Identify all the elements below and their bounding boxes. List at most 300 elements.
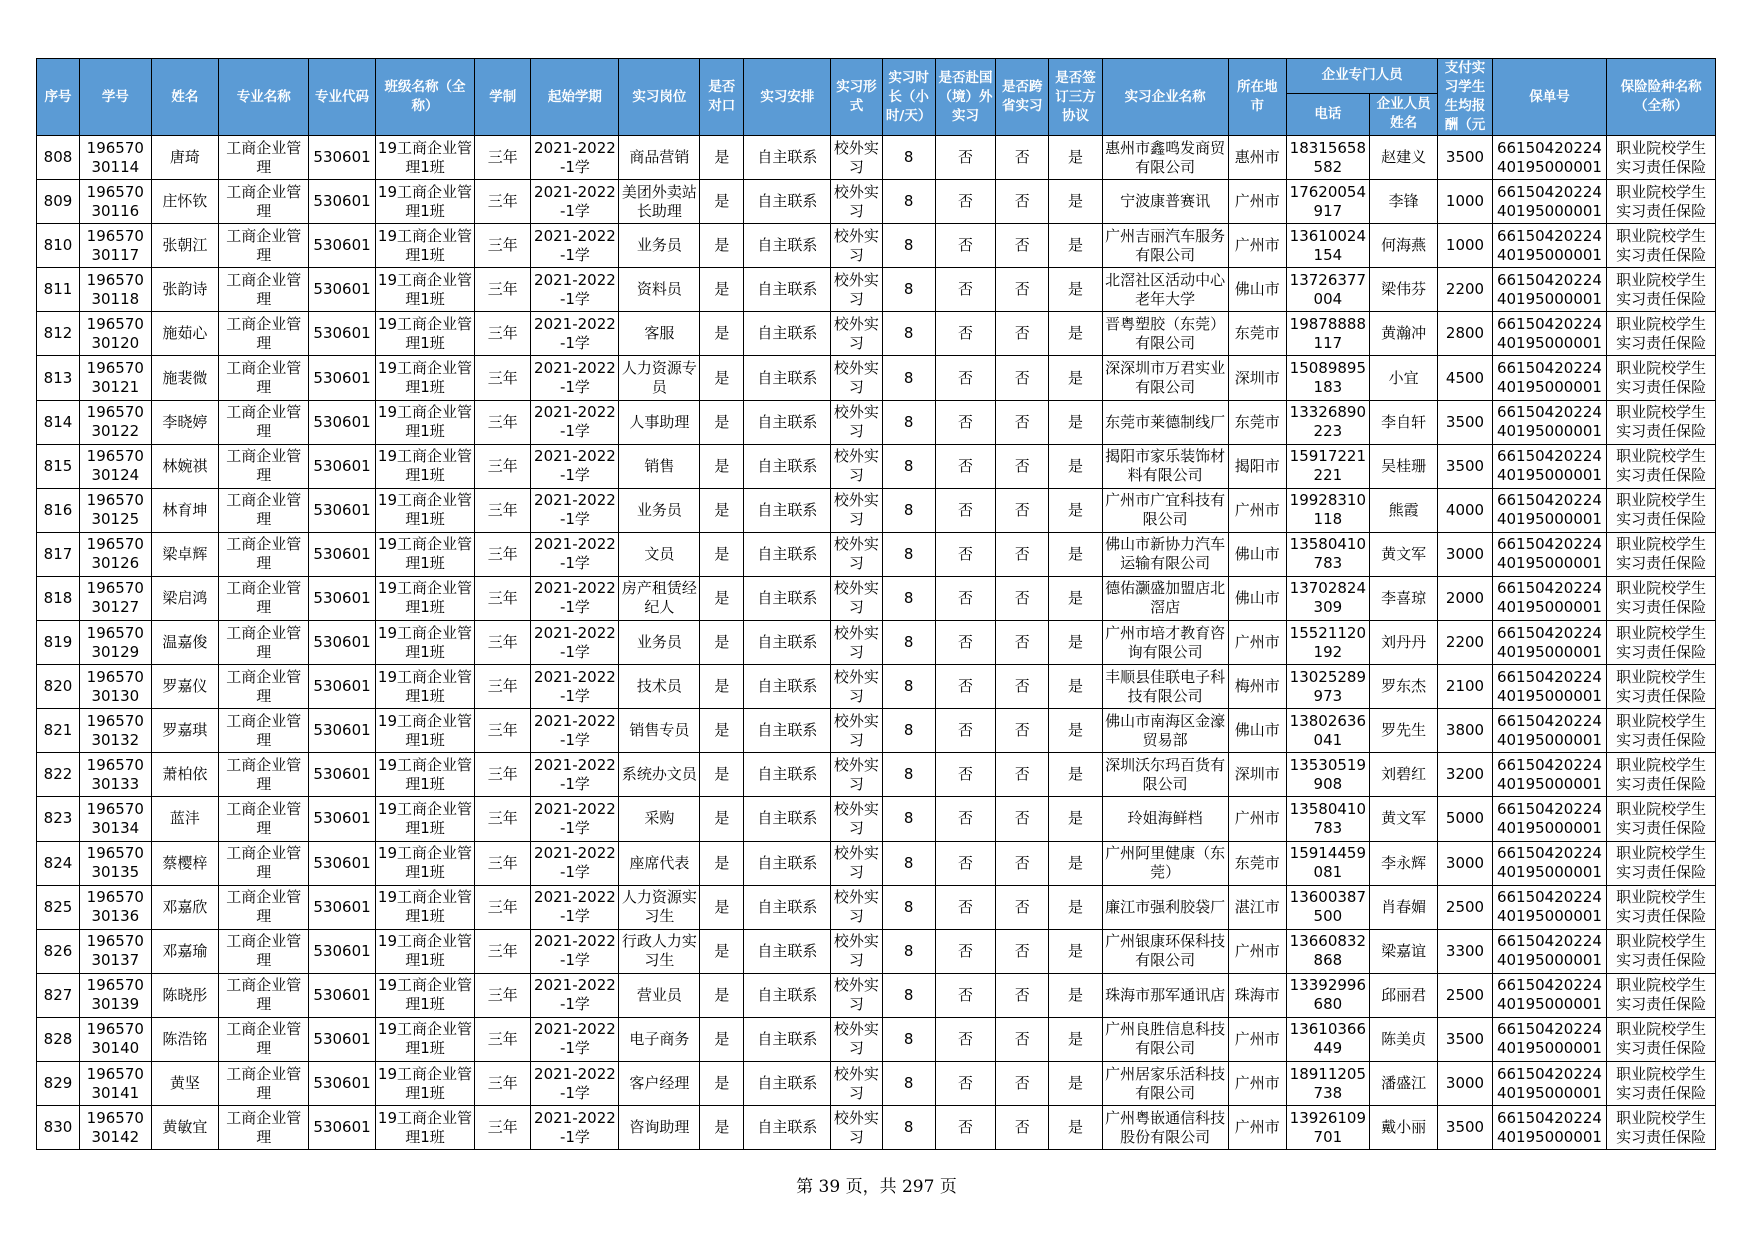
cell-term (531, 1106, 619, 1150)
cell-policy (1492, 1061, 1607, 1105)
cell-form (831, 753, 882, 797)
cell-arr (744, 753, 831, 797)
cell-seq (37, 1061, 80, 1105)
cell-text-pay: 3300 (1445, 941, 1485, 960)
cell-text-name: 林婉祺 (162, 456, 208, 475)
cell-sid (79, 709, 151, 753)
cell-text-cross: 否 (1014, 897, 1030, 916)
cell-text-pos: 行政人力实习生 (621, 932, 697, 970)
cell-text-hours: 8 (903, 236, 914, 255)
cell-contact (1369, 1061, 1438, 1105)
cell-sid (79, 885, 151, 929)
cell-text-contact: 吴桂珊 (1381, 456, 1427, 475)
cell-name (151, 400, 219, 444)
header-phone: 电话 (1286, 93, 1369, 135)
cell-text-term: 2021-2022-1学 (534, 1064, 616, 1102)
cell-text-sid: 19657030117 (86, 226, 144, 264)
cell-text-phone: 15089895183 (1289, 359, 1367, 397)
cell-term (531, 224, 619, 268)
cell-policy (1492, 180, 1607, 224)
cell-text-major: 工商企业管理 (226, 182, 302, 220)
cell-text-contact: 何海燕 (1381, 236, 1427, 255)
cell-text-sid: 19657030141 (86, 1064, 144, 1102)
cell-pay (1438, 797, 1492, 841)
cell-text-code: 530601 (313, 1074, 371, 1093)
cell-sid (79, 1106, 151, 1150)
cell-code (309, 1106, 376, 1150)
cell-text-major: 工商企业管理 (226, 226, 302, 264)
cell-text-company: 深深圳市万君实业有限公司 (1105, 359, 1226, 397)
cell-text-policy: 6615042022440195000001 (1496, 314, 1602, 352)
cell-text-contact: 刘丹丹 (1381, 633, 1427, 652)
cell-text-dur: 三年 (487, 324, 518, 343)
cell-text-name: 罗嘉仪 (162, 677, 208, 696)
cell-text-arr: 自主联系 (757, 368, 818, 387)
cell-text-form: 校外实习 (833, 182, 879, 220)
cell-name (151, 665, 219, 709)
cell-text-code: 530601 (313, 192, 371, 211)
cell-hours (882, 665, 935, 709)
cell-text-sid: 19657030122 (86, 403, 144, 441)
cell-tri (1049, 356, 1102, 400)
cell-text-sid: 19657030129 (86, 623, 144, 661)
header-major-code: 专业代码 (309, 59, 376, 136)
cell-text-seq: 819 (43, 633, 73, 652)
cell-match (700, 709, 744, 753)
cell-cross (996, 973, 1049, 1017)
cell-text-seq: 826 (43, 941, 73, 960)
cell-contact (1369, 400, 1438, 444)
cell-policy (1492, 709, 1607, 753)
cell-cross (996, 621, 1049, 665)
cell-contact (1369, 1017, 1438, 1061)
cell-text-arr: 自主联系 (757, 148, 818, 167)
cell-major (219, 356, 309, 400)
cell-text-cls: 19工商企业管理1班 (377, 799, 472, 837)
header-position: 实习岗位 (619, 59, 700, 136)
cell-text-company: 深圳沃尔玛百货有限公司 (1105, 755, 1226, 793)
cell-dur (475, 312, 531, 356)
cell-text-pay: 2000 (1445, 588, 1485, 607)
cell-cross (996, 1106, 1049, 1150)
cell-pos (619, 1106, 700, 1150)
cell-text-company: 晋粤塑胶（东莞）有限公司 (1105, 314, 1226, 352)
cell-seq (37, 973, 80, 1017)
cell-text-name: 黄坚 (169, 1074, 200, 1093)
cell-text-ins: 职业院校学生实习责任保险 (1616, 491, 1707, 529)
cell-form (831, 1106, 882, 1150)
cell-text-hours: 8 (903, 721, 914, 740)
cell-policy (1492, 797, 1607, 841)
cell-policy (1492, 753, 1607, 797)
cell-dur (475, 268, 531, 312)
cell-text-form: 校外实习 (833, 755, 879, 793)
header-cross-province: 是否跨省实习 (996, 59, 1049, 136)
cell-term (531, 753, 619, 797)
cell-text-cls: 19工商企业管理1班 (377, 535, 472, 573)
cell-cls (375, 797, 474, 841)
cell-policy (1492, 1106, 1607, 1150)
header-city: 所在地市 (1228, 59, 1286, 136)
cell-text-dur: 三年 (487, 853, 518, 872)
cell-dur (475, 885, 531, 929)
cell-tri (1049, 136, 1102, 180)
cell-text-abroad: 否 (957, 897, 973, 916)
cell-dur (475, 841, 531, 885)
cell-dur (475, 797, 531, 841)
cell-seq (37, 180, 80, 224)
cell-text-phone: 13660832868 (1289, 932, 1367, 970)
cell-text-pay: 3200 (1445, 765, 1485, 784)
cell-text-company: 广州银康环保科技有限公司 (1105, 932, 1226, 970)
cell-text-form: 校外实习 (833, 1064, 879, 1102)
cell-code (309, 312, 376, 356)
cell-text-name: 施茹心 (162, 324, 208, 343)
cell-name (151, 356, 219, 400)
header-matched: 是否对口 (700, 59, 744, 136)
cell-contact (1369, 488, 1438, 532)
cell-pos (619, 268, 700, 312)
cell-text-major: 工商企业管理 (226, 799, 302, 837)
cell-text-ins: 职业院校学生实习责任保险 (1616, 138, 1707, 176)
cell-text-major: 工商企业管理 (226, 1108, 302, 1146)
cell-term (531, 400, 619, 444)
cell-text-policy: 6615042022440195000001 (1496, 932, 1602, 970)
cell-abroad (935, 356, 995, 400)
cell-text-form: 校外实习 (833, 888, 879, 926)
cell-major (219, 797, 309, 841)
cell-text-cls: 19工商企业管理1班 (377, 844, 472, 882)
cell-text-code: 530601 (313, 721, 371, 740)
cell-text-sid: 19657030114 (86, 138, 144, 176)
cell-cross (996, 312, 1049, 356)
cell-term (531, 841, 619, 885)
cell-major (219, 488, 309, 532)
cell-form (831, 1017, 882, 1061)
cell-city (1228, 753, 1286, 797)
cell-text-contact: 肖春媚 (1381, 897, 1427, 916)
cell-text-pos: 采购 (644, 809, 675, 828)
cell-term (531, 709, 619, 753)
cell-text-city: 广州市 (1234, 1118, 1280, 1137)
cell-contact (1369, 1106, 1438, 1150)
cell-term (531, 797, 619, 841)
cell-sid (79, 753, 151, 797)
cell-text-arr: 自主联系 (757, 1118, 818, 1137)
cell-tri (1049, 224, 1102, 268)
cell-pos (619, 224, 700, 268)
cell-pay (1438, 709, 1492, 753)
cell-text-form: 校外实习 (833, 138, 879, 176)
cell-text-term: 2021-2022-1学 (534, 1020, 616, 1058)
cell-name (151, 576, 219, 620)
cell-phone (1286, 268, 1369, 312)
cell-text-cross: 否 (1014, 677, 1030, 696)
cell-text-seq: 824 (43, 853, 73, 872)
cell-text-term: 2021-2022-1学 (534, 755, 616, 793)
cell-text-dur: 三年 (487, 1074, 518, 1093)
cell-contact (1369, 356, 1438, 400)
cell-match (700, 665, 744, 709)
cell-match (700, 488, 744, 532)
cell-company (1102, 929, 1228, 973)
cell-form (831, 621, 882, 665)
cell-phone (1286, 356, 1369, 400)
cell-city (1228, 180, 1286, 224)
cell-name (151, 444, 219, 488)
cell-text-major: 工商企业管理 (226, 535, 302, 573)
cell-pay (1438, 532, 1492, 576)
cell-text-form: 校外实习 (833, 932, 879, 970)
cell-abroad (935, 576, 995, 620)
cell-text-abroad: 否 (957, 148, 973, 167)
cell-ins (1607, 885, 1716, 929)
table-row (37, 797, 1716, 841)
cell-contact (1369, 268, 1438, 312)
cell-text-major: 工商企业管理 (226, 623, 302, 661)
cell-text-policy: 6615042022440195000001 (1496, 844, 1602, 882)
cell-contact (1369, 797, 1438, 841)
cell-text-sid: 19657030137 (86, 932, 144, 970)
cell-tri (1049, 180, 1102, 224)
cell-text-cross: 否 (1014, 544, 1030, 563)
cell-text-city: 佛山市 (1234, 588, 1280, 607)
cell-text-arr: 自主联系 (757, 324, 818, 343)
cell-text-seq: 830 (43, 1118, 73, 1137)
cell-text-match: 是 (714, 677, 730, 696)
cell-city (1228, 621, 1286, 665)
cell-tri (1049, 532, 1102, 576)
cell-text-match: 是 (714, 500, 730, 519)
cell-text-name: 林育坤 (162, 500, 208, 519)
cell-text-seq: 829 (43, 1074, 73, 1093)
cell-text-phone: 13392996680 (1289, 976, 1367, 1014)
cell-text-seq: 809 (43, 192, 73, 211)
cell-text-policy: 6615042022440195000001 (1496, 623, 1602, 661)
cell-text-policy: 6615042022440195000001 (1496, 1020, 1602, 1058)
cell-pos (619, 312, 700, 356)
cell-text-sid: 19657030132 (86, 711, 144, 749)
cell-text-sid: 19657030133 (86, 755, 144, 793)
cell-pos (619, 180, 700, 224)
cell-text-contact: 李喜琼 (1381, 588, 1427, 607)
cell-text-code: 530601 (313, 941, 371, 960)
cell-company (1102, 973, 1228, 1017)
cell-text-ins: 职业院校学生实习责任保险 (1616, 755, 1707, 793)
cell-match (700, 136, 744, 180)
cell-arr (744, 1061, 831, 1105)
cell-text-cls: 19工商企业管理1班 (377, 226, 472, 264)
cell-text-dur: 三年 (487, 721, 518, 740)
cell-form (831, 180, 882, 224)
cell-text-major: 工商企业管理 (226, 844, 302, 882)
cell-text-name: 张韵诗 (162, 280, 208, 299)
cell-contact (1369, 841, 1438, 885)
cell-cls (375, 1017, 474, 1061)
cell-text-dur: 三年 (487, 368, 518, 387)
cell-text-abroad: 否 (957, 500, 973, 519)
table-row (37, 312, 1716, 356)
cell-text-arr: 自主联系 (757, 985, 818, 1004)
cell-company (1102, 665, 1228, 709)
cell-text-dur: 三年 (487, 500, 518, 519)
cell-dur (475, 621, 531, 665)
cell-text-pos: 业务员 (636, 500, 682, 519)
cell-text-tri: 是 (1068, 941, 1084, 960)
cell-text-match: 是 (714, 941, 730, 960)
cell-text-dur: 三年 (487, 765, 518, 784)
cell-term (531, 973, 619, 1017)
cell-major (219, 532, 309, 576)
cell-text-city: 梅州市 (1234, 677, 1280, 696)
cell-text-city: 广州市 (1234, 633, 1280, 652)
cell-text-abroad: 否 (957, 412, 973, 431)
cell-text-term: 2021-2022-1学 (534, 447, 616, 485)
cell-text-phone: 13600387500 (1289, 888, 1367, 926)
cell-cross (996, 444, 1049, 488)
cell-text-hours: 8 (903, 897, 914, 916)
cell-text-pay: 2500 (1445, 985, 1485, 1004)
cell-text-phone: 13326890223 (1289, 403, 1367, 441)
cell-seq (37, 665, 80, 709)
cell-text-term: 2021-2022-1学 (534, 711, 616, 749)
cell-text-name: 陈晓彤 (162, 985, 208, 1004)
cell-text-tri: 是 (1068, 765, 1084, 784)
cell-text-ins: 职业院校学生实习责任保险 (1616, 1108, 1707, 1146)
cell-form (831, 224, 882, 268)
cell-text-arr: 自主联系 (757, 1074, 818, 1093)
cell-text-seq: 821 (43, 721, 73, 740)
cell-text-city: 广州市 (1234, 1029, 1280, 1048)
cell-text-arr: 自主联系 (757, 677, 818, 696)
cell-text-dur: 三年 (487, 192, 518, 211)
cell-tri (1049, 576, 1102, 620)
table-row (37, 268, 1716, 312)
cell-cls (375, 532, 474, 576)
cell-text-pay: 5000 (1445, 809, 1485, 828)
cell-seq (37, 532, 80, 576)
cell-text-tri: 是 (1068, 853, 1084, 872)
cell-contact (1369, 665, 1438, 709)
cell-text-phone: 13025289973 (1289, 667, 1367, 705)
cell-text-cls: 19工商企业管理1班 (377, 932, 472, 970)
cell-seq (37, 136, 80, 180)
cell-text-contact: 小宜 (1388, 368, 1419, 387)
cell-text-name: 张朝江 (162, 236, 208, 255)
cell-policy (1492, 841, 1607, 885)
cell-cls (375, 312, 474, 356)
cell-arr (744, 356, 831, 400)
cell-text-hours: 8 (903, 1029, 914, 1048)
cell-text-company: 北滘社区活动中心老年大学 (1105, 270, 1226, 308)
cell-text-company: 佛山市新协力汽车运输有限公司 (1105, 535, 1226, 573)
table-row (37, 576, 1716, 620)
cell-cross (996, 356, 1049, 400)
cell-text-policy: 6615042022440195000001 (1496, 799, 1602, 837)
cell-text-phone: 19928310118 (1289, 491, 1367, 529)
cell-text-ins: 职业院校学生实习责任保险 (1616, 932, 1707, 970)
cell-match (700, 753, 744, 797)
cell-sid (79, 621, 151, 665)
cell-text-cls: 19工商企业管理1班 (377, 1108, 472, 1146)
cell-text-policy: 6615042022440195000001 (1496, 888, 1602, 926)
cell-text-name: 温嘉俊 (162, 633, 208, 652)
cell-term (531, 929, 619, 973)
cell-cross (996, 224, 1049, 268)
page-footer: 第 39 页，共 297 页 (796, 1177, 957, 1197)
cell-text-match: 是 (714, 633, 730, 652)
cell-code (309, 1017, 376, 1061)
cell-text-contact: 梁嘉谊 (1381, 941, 1427, 960)
cell-text-tri: 是 (1068, 633, 1084, 652)
cell-dur (475, 136, 531, 180)
cell-text-major: 工商企业管理 (226, 359, 302, 397)
table-body (37, 136, 1716, 1150)
cell-major (219, 929, 309, 973)
header-pay: 支付实习学生生均报酬（元 (1438, 59, 1492, 136)
cell-term (531, 885, 619, 929)
cell-text-sid: 19657030140 (86, 1020, 144, 1058)
cell-match (700, 1061, 744, 1105)
cell-text-name: 唐琦 (169, 148, 200, 167)
cell-text-hours: 8 (903, 324, 914, 343)
cell-text-code: 530601 (313, 985, 371, 1004)
cell-text-match: 是 (714, 1029, 730, 1048)
cell-text-policy: 6615042022440195000001 (1496, 579, 1602, 617)
cell-text-city: 广州市 (1234, 809, 1280, 828)
cell-pos (619, 709, 700, 753)
cell-code (309, 136, 376, 180)
cell-dur (475, 224, 531, 268)
cell-hours (882, 224, 935, 268)
cell-text-form: 校外实习 (833, 799, 879, 837)
cell-sid (79, 488, 151, 532)
cell-text-name: 蔡樱梓 (162, 853, 208, 872)
cell-text-form: 校外实习 (833, 844, 879, 882)
table-row (37, 400, 1716, 444)
cell-text-arr: 自主联系 (757, 544, 818, 563)
cell-text-pos: 商品营销 (629, 148, 690, 167)
cell-match (700, 576, 744, 620)
cell-text-code: 530601 (313, 236, 371, 255)
cell-text-contact: 陈美贞 (1381, 1029, 1427, 1048)
cell-policy (1492, 621, 1607, 665)
cell-arr (744, 1106, 831, 1150)
cell-text-pay: 4000 (1445, 500, 1485, 519)
cell-text-policy: 6615042022440195000001 (1496, 138, 1602, 176)
cell-text-abroad: 否 (957, 192, 973, 211)
cell-text-phone: 15914459081 (1289, 844, 1367, 882)
cell-text-policy: 6615042022440195000001 (1496, 755, 1602, 793)
cell-cls (375, 576, 474, 620)
cell-text-major: 工商企业管理 (226, 1020, 302, 1058)
cell-text-tri: 是 (1068, 236, 1084, 255)
cell-text-abroad: 否 (957, 236, 973, 255)
cell-ins (1607, 576, 1716, 620)
cell-text-dur: 三年 (487, 412, 518, 431)
cell-company (1102, 1106, 1228, 1150)
cell-text-company: 揭阳市家乐装饰材料有限公司 (1105, 447, 1226, 485)
cell-code (309, 973, 376, 1017)
cell-contact (1369, 532, 1438, 576)
cell-tri (1049, 268, 1102, 312)
cell-form (831, 356, 882, 400)
cell-pay (1438, 444, 1492, 488)
cell-policy (1492, 532, 1607, 576)
cell-city (1228, 312, 1286, 356)
cell-pay (1438, 1061, 1492, 1105)
cell-cls (375, 929, 474, 973)
